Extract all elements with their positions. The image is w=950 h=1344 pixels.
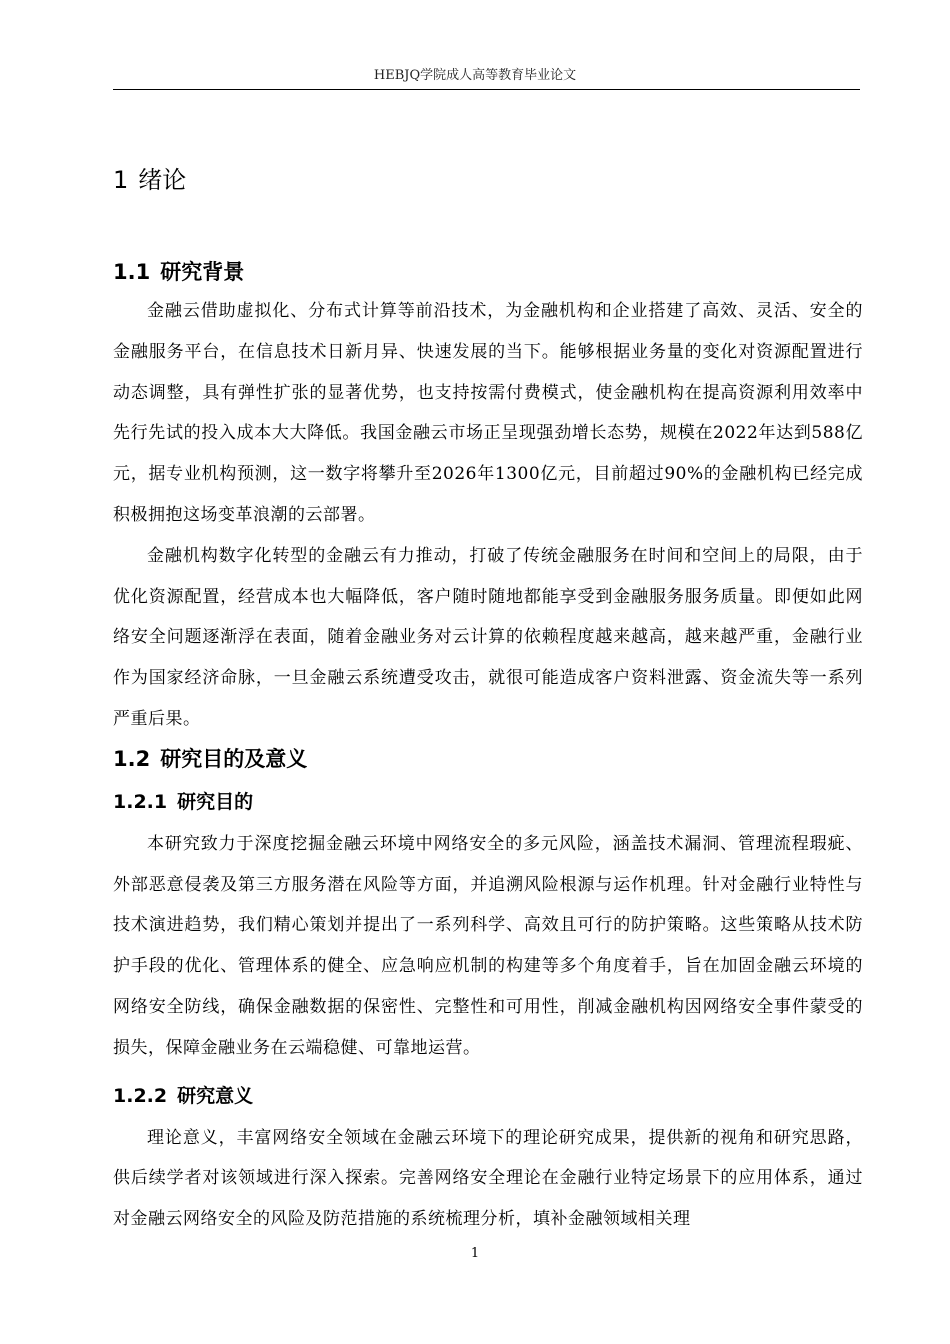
section-heading-1-1 (113, 256, 863, 288)
section-heading-1-2 (113, 743, 863, 775)
paragraph: 金融机构数字化转型的金融云有力推动，打破了传统金融服务在时间和空间上的局限，由于优化资源配置，经营成本也大幅降低，客户随时随地都能享受到金融服务服务质量。即便如此网络安全问题逐渐浮在表面，随着金融业务对云计算的依赖程度越来越高，越来越严重，金融行业作为国家经济命脉，一旦金融云系统遭受攻击，就很可能造成客户资料泄露、资金流失等一系列严重后果。 (113, 545, 863, 729)
subsection-heading-1-2-1 (113, 787, 863, 817)
header-divider (113, 89, 860, 90)
chapter-heading (113, 160, 863, 200)
running-header: HEBJQ学院成人高等教育毕业论文 (373, 68, 577, 83)
subsection-number: 1.2.2 (113, 1084, 168, 1107)
page-body (113, 160, 863, 1240)
section-number: 1.2 (113, 746, 151, 771)
subsection-number: 1.2.1 (113, 790, 168, 813)
paragraph: 理论意义，丰富网络安全领域在金融云环境下的理论研究成果，提供新的视角和研究思路，供后续学者对该领域进行深入探索。完善网络安全理论在金融行业特定场景下的应用体系，通过对金融云网络安全的风险及防范措施的系统梳理分析，填补金融领域相关理 (113, 1127, 863, 1230)
subsection-heading-1-2-2 (113, 1081, 863, 1111)
section-number: 1.1 (113, 260, 151, 284)
paragraph: 金融云借助虚拟化、分布式计算等前沿技术，为金融机构和企业搭建了高效、灵活、安全的金融服务平台，在信息技术日新月异、快速发展的当下。能够根据业务量的变化对资源配置进行动态调整，具有弹性扩张的显著优势，也支持按需付费模式，使金融机构在提高资源利用效率中先行先试的投入成本大大降低。我国金融云市场正呈现强劲增长态势，规模在2022年达到588亿元，据专业机构预测，这一数字将攀升至2026年1300亿元，目前超过90%的金融机构已经完成积极拥抱这场变革浪潮的云部署。 (113, 301, 863, 525)
section-title: 研究目的及意义 (160, 746, 308, 771)
page-number: 1 (470, 1246, 480, 1261)
chapter-title: 绪论 (138, 166, 187, 194)
paragraph: 本研究致力于深度挖掘金融云环境中网络安全的多元风险，涵盖技术漏洞、管理流程瑕疵、外部恶意侵袭及第三方服务潜在风险等方面，并追溯风险根源与运作机理。针对金融行业特性与技术演进趋势，我们精心策划并提出了一系列科学、高效且可行的防护策略。这些策略从技术防护手段的优化、管理体系的健全、应急响应机制的构建等多个角度着手，旨在加固金融云环境的网络安全防线，确保金融数据的保密性、完整性和可用性，削减金融机构因网络安全事件蒙受的损失，保障金融业务在云端稳健、可靠地运营。 (113, 833, 863, 1058)
section-title: 研究背景 (160, 260, 245, 284)
subsection-title: 研究意义 (177, 1084, 254, 1107)
subsection-title: 研究目的 (177, 790, 254, 813)
chapter-number: 1 (113, 166, 129, 194)
